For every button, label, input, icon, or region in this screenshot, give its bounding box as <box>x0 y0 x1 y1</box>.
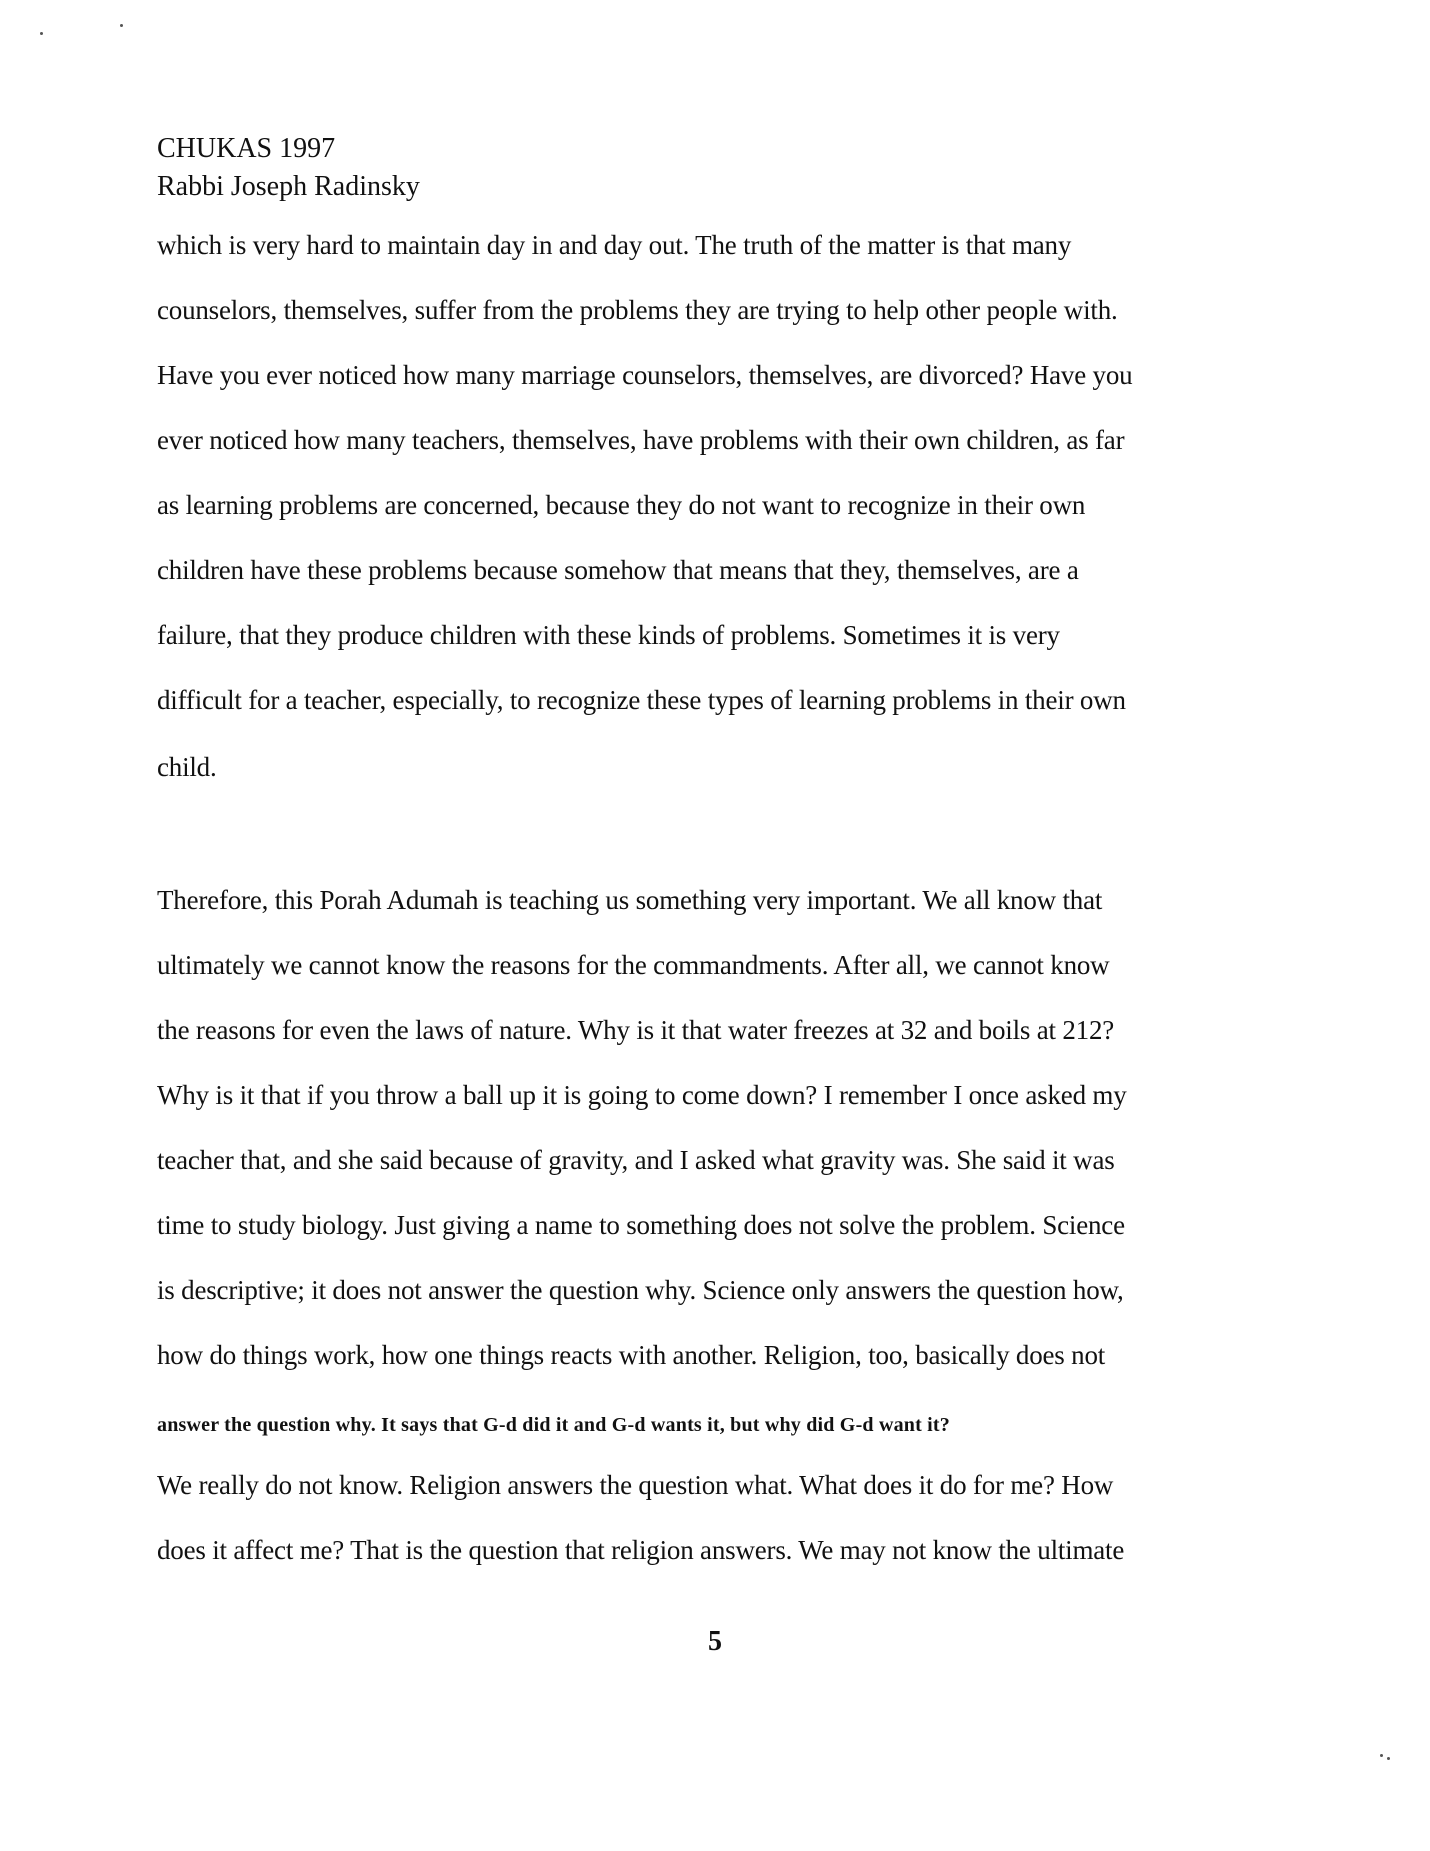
paragraph-1-line: Have you ever noticed how many marriage counselors, themselves, are divorced? Have you <box>157 360 1133 390</box>
paragraph-2-line: Why is it that if you throw a ball up it is going to come down? I remember I once asked my <box>157 1080 1127 1110</box>
paragraph-2-line: teacher that, and she said because of gravity, and I asked what gravity was. She said it was <box>157 1145 1115 1175</box>
paragraph-2-line: is descriptive; it does not answer the question why. Science only answers the question how, <box>157 1275 1124 1305</box>
paragraph-1-line: which is very hard to maintain day in and day out. The truth of the matter is that many <box>157 230 1072 260</box>
scan-speck <box>120 24 123 27</box>
document-author: Rabbi Joseph Radinsky <box>157 171 420 202</box>
paragraph-2-line: the reasons for even the laws of nature. Why is it that water freezes at 32 and boils at 212? <box>157 1015 1115 1045</box>
paragraph-2-line: answer the question why. It says that G-d did it and G-d wants it, but why did G-d want it? <box>157 1414 950 1436</box>
paragraph-1-line: ever noticed how many teachers, themselves, have problems with their own children, as far <box>157 425 1125 455</box>
paragraph-2-line: Therefore, this Porah Adumah is teaching us something very important. We all know that <box>157 885 1103 915</box>
paragraph-1-line: counselors, themselves, suffer from the problems they are trying to help other people with. <box>157 295 1118 325</box>
paragraph-2-line: We really do not know. Religion answers the question what. What does it do for me? How <box>157 1470 1114 1500</box>
document-title: CHUKAS 1997 <box>157 133 336 164</box>
page-number: 5 <box>708 1626 722 1657</box>
paragraph-1-line: failure, that they produce children with these kinds of problems. Sometimes it is very <box>157 620 1060 650</box>
document-header <box>157 130 420 206</box>
paragraph-2-line: how do things work, how one things reacts with another. Religion, too, basically does not <box>157 1340 1106 1370</box>
paragraph-2-line: time to study biology. Just giving a name to something does not solve the problem. Science <box>157 1210 1125 1240</box>
paragraph-1-line: difficult for a teacher, especially, to recognize these types of learning problems in their own <box>157 685 1126 715</box>
paragraph-1-line: children have these problems because somehow that means that they, themselves, are a <box>157 555 1079 585</box>
paragraph-2-line: ultimately we cannot know the reasons for the commandments. After all, we cannot know <box>157 950 1110 980</box>
scan-speck <box>1387 1757 1390 1760</box>
scan-speck <box>1380 1754 1383 1757</box>
paragraph-1-line: child. <box>157 752 217 782</box>
paragraph-1-line: as learning problems are concerned, because they do not want to recognize in their own <box>157 490 1086 520</box>
scan-speck <box>40 32 43 35</box>
paragraph-2-line: does it affect me? That is the question that religion answers. We may not know the ultimate <box>157 1535 1125 1565</box>
